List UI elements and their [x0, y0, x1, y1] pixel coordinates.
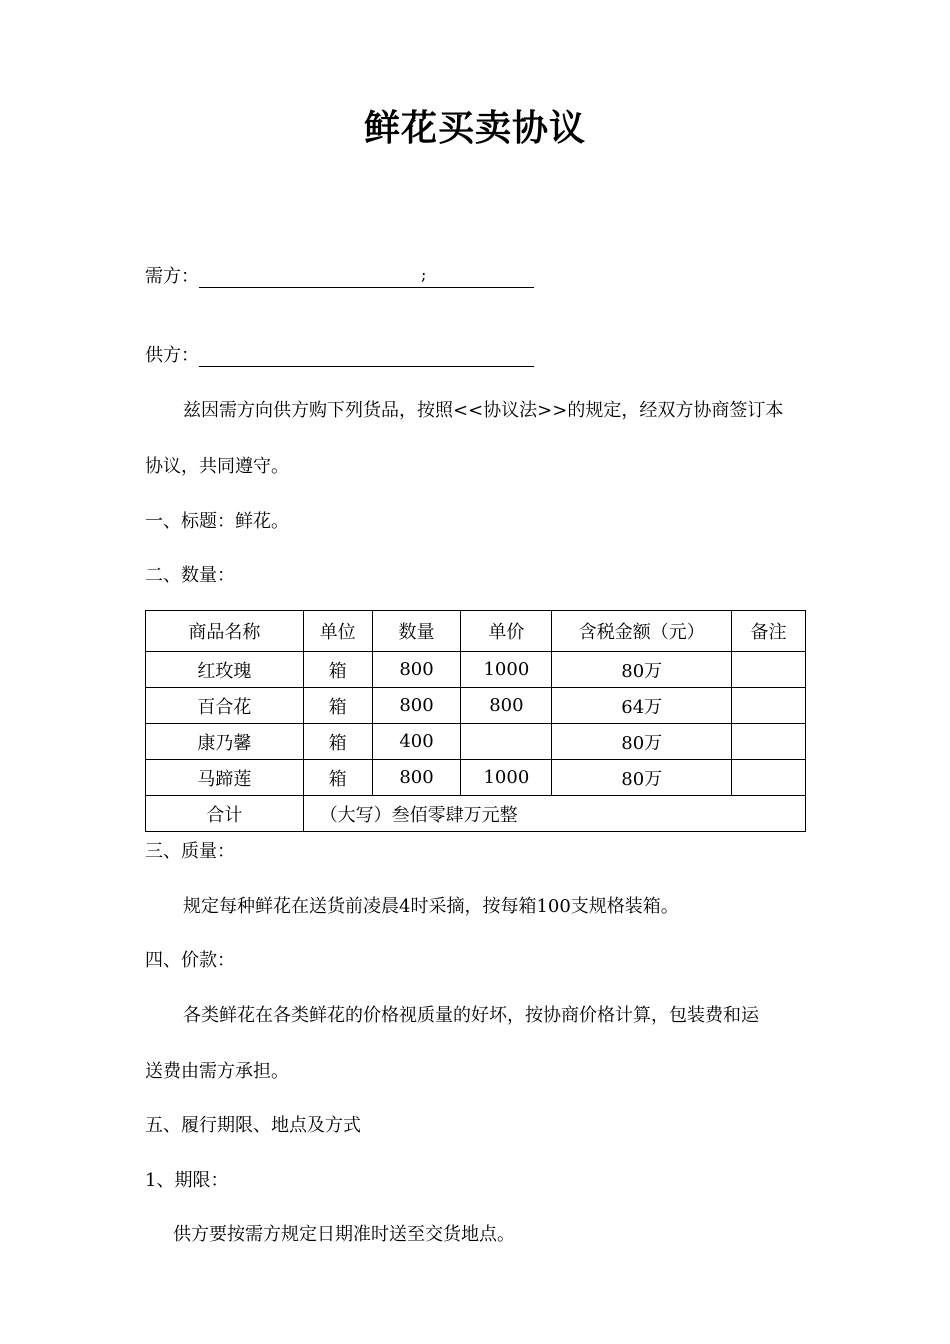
table-row: [146, 724, 806, 760]
table-row: [146, 688, 806, 724]
seller-label: 供方：: [145, 345, 199, 366]
cell-unit: 箱: [303, 760, 372, 796]
cell-unit: 箱: [303, 688, 372, 724]
buyer-row: [145, 262, 534, 288]
buyer-label: 需方：: [145, 266, 199, 287]
buyer-field[interactable]: [199, 267, 534, 288]
cell-unit-price: 1000: [461, 760, 552, 796]
section-2-heading: 二、数量：: [145, 565, 235, 586]
header-unit: 单位: [303, 611, 372, 652]
section-3-heading: 三、质量：: [145, 841, 235, 862]
section-1-heading: 一、标题：鲜花。: [145, 511, 289, 532]
seller-row: [145, 341, 534, 367]
cell-product-name: 红玫瑰: [146, 652, 304, 688]
cell-quantity: 400: [372, 724, 461, 760]
header-product-name: 商品名称: [146, 611, 304, 652]
cell-amount: 80万: [552, 652, 732, 688]
cell-product-name: 马蹄莲: [146, 760, 304, 796]
intro-line-1: 兹因需方向供方购下列货品，按照<<协议法>>的规定，经双方协商签订本: [183, 400, 784, 421]
cell-remark: [732, 724, 806, 760]
table-row: [146, 652, 806, 688]
cell-remark: [732, 688, 806, 724]
cell-unit-price: [461, 724, 552, 760]
cell-quantity: 800: [372, 760, 461, 796]
cell-unit-price: 1000: [461, 652, 552, 688]
cell-quantity: 800: [372, 652, 461, 688]
section-5-heading: 五、履行期限、地点及方式: [145, 1115, 361, 1136]
term-text: 供方要按需方规定日期准时送至交货地点。: [173, 1224, 515, 1245]
cell-quantity: 800: [372, 688, 461, 724]
price-line-1: 各类鲜花在各类鲜花的价格视质量的好坏，按协商价格计算，包装费和运: [183, 1005, 759, 1026]
seller-field[interactable]: [199, 346, 534, 367]
cell-amount: 80万: [552, 760, 732, 796]
table-total-row: [146, 796, 806, 832]
cell-unit: 箱: [303, 724, 372, 760]
cell-remark: [732, 760, 806, 796]
cell-amount: 80万: [552, 724, 732, 760]
intro-line-2: 协议，共同遵守。: [145, 456, 289, 477]
header-amount: 含税金额（元）: [552, 611, 732, 652]
buyer-separator: ;: [421, 265, 427, 284]
header-unit-price: 单价: [461, 611, 552, 652]
price-line-2: 送费由需方承担。: [145, 1061, 289, 1082]
cell-product-name: 百合花: [146, 688, 304, 724]
table-header-row: [146, 611, 806, 652]
total-label: 合计: [146, 796, 304, 832]
total-value: （大写）叁佰零肆万元整: [303, 796, 805, 832]
cell-unit: 箱: [303, 652, 372, 688]
cell-remark: [732, 652, 806, 688]
section-4-heading: 四、价款：: [145, 950, 235, 971]
cell-amount: 64万: [552, 688, 732, 724]
quality-text: 规定每种鲜花在送货前凌晨4时采摘，按每箱100支规格装箱。: [183, 896, 679, 917]
table-row: [146, 760, 806, 796]
header-quantity: 数量: [372, 611, 461, 652]
cell-product-name: 康乃馨: [146, 724, 304, 760]
header-remark: 备注: [732, 611, 806, 652]
document-title: 鲜花买卖协议: [363, 107, 586, 149]
cell-unit-price: 800: [461, 688, 552, 724]
subsection-1-heading: 1、期限：: [145, 1170, 229, 1191]
goods-table: [145, 610, 806, 832]
